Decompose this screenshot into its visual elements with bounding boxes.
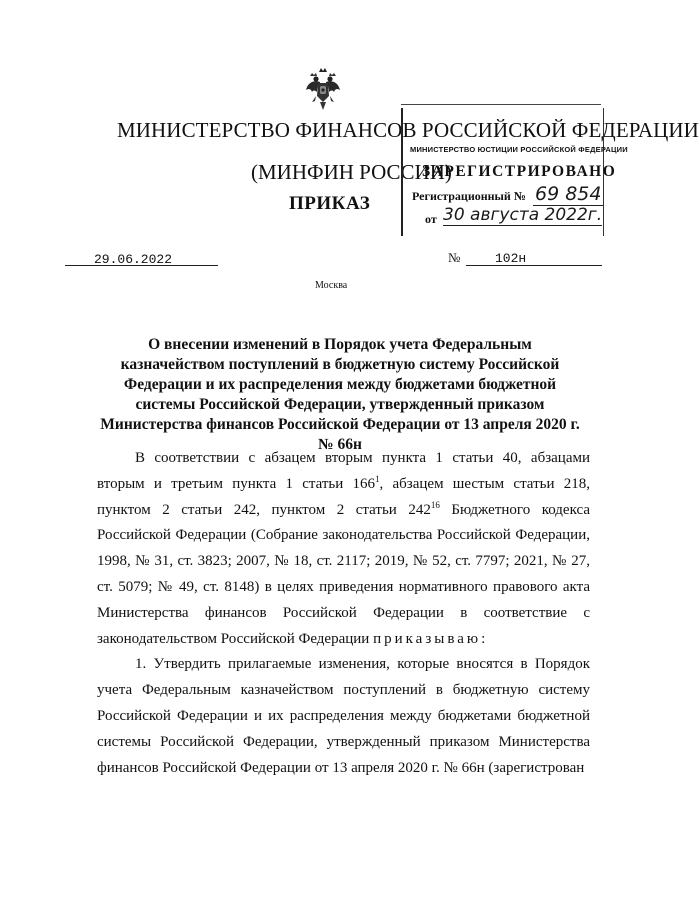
order-number-underline	[466, 265, 602, 266]
order-number: 102н	[495, 251, 527, 266]
paragraph-1-part-c: Бюджетного кодекса Российской Федерации (Собрание законодательства Российской Федерации, 1998, № 31, ст. 3823; 2007, № 18, ст. 2117; 2019, № 52, ст. 7797; 2021, № 27, ст. 5079; № 49, ст. 8148) в целях приведения нормативного правового акта Министерства финансов Российской Федерации в соответствие с законодательством Российской Федерации	[97, 501, 590, 647]
issue-city: Москва	[315, 280, 348, 291]
stamp-authority: МИНИСТЕРСТВО ЮСТИЦИИ РОССИЙСКОЙ ФЕДЕРАЦИИ	[410, 145, 628, 154]
stamp-date-label: от	[425, 212, 437, 226]
paragraph-1-part-b: , абзацем шестым статьи 218, пунктом 2 статьи 242, пунктом 2 статьи 242	[97, 475, 590, 518]
document-type-heading: ПРИКАЗ	[289, 193, 371, 214]
stamp-registered-label: ЗАРЕГИСТРИРОВАНО	[422, 163, 617, 180]
stamp-reg-number-handwritten: 69 854	[535, 183, 602, 205]
stamp-top-border	[401, 104, 601, 105]
paragraph-1-part-a: В соответствии с абзацем вторым пункта 1 статьи 40, абзацами вторым и третьим пункта 1 статьи 166	[97, 450, 590, 492]
ministry-abbreviation: (МИНФИН РОССИИ)	[251, 160, 452, 184]
superscript-1: 1	[375, 473, 380, 484]
stamp-reg-number-label: Регистрационный №	[412, 189, 526, 203]
ministry-name: МИНИСТЕРСТВО ФИНАНСОВ РОССИЙСКОЙ ФЕДЕРАЦИИ	[117, 118, 699, 142]
document-body	[97, 446, 590, 781]
body-paragraph-1	[97, 446, 590, 652]
order-number-sign: №	[448, 250, 461, 265]
body-paragraph-2: 1. Утвердить прилагаемые изменения, которые вносятся в Порядок учета Федеральным казначейством поступлений в бюджетную систему Российской Федерации и их распределения между бюджетами бюджетной системы Российской Федерации, утвержденный приказом Министерства финансов Российской Федерации от 13 апреля 2020 г. № 66н (зарегистрован	[97, 656, 590, 776]
order-directive: приказываю	[373, 630, 482, 647]
paragraph-1-end: :	[481, 630, 486, 647]
stamp-date-handwritten: 30 августа 2022г.	[443, 205, 603, 225]
superscript-16: 16	[430, 499, 440, 510]
document-title: О внесении изменений в Порядок учета Федеральным казначейством поступлений в бюджетную систему Российской Федерации и их распределения между бюджетами бюджетной системы Российской Федерации, утвержденный приказом Министерства финансов Российской Федерации от 13 апреля 2020 г. № 66н	[100, 336, 580, 453]
coat-of-arms-emblem	[304, 66, 342, 112]
order-date: 29.06.2022	[94, 252, 173, 267]
